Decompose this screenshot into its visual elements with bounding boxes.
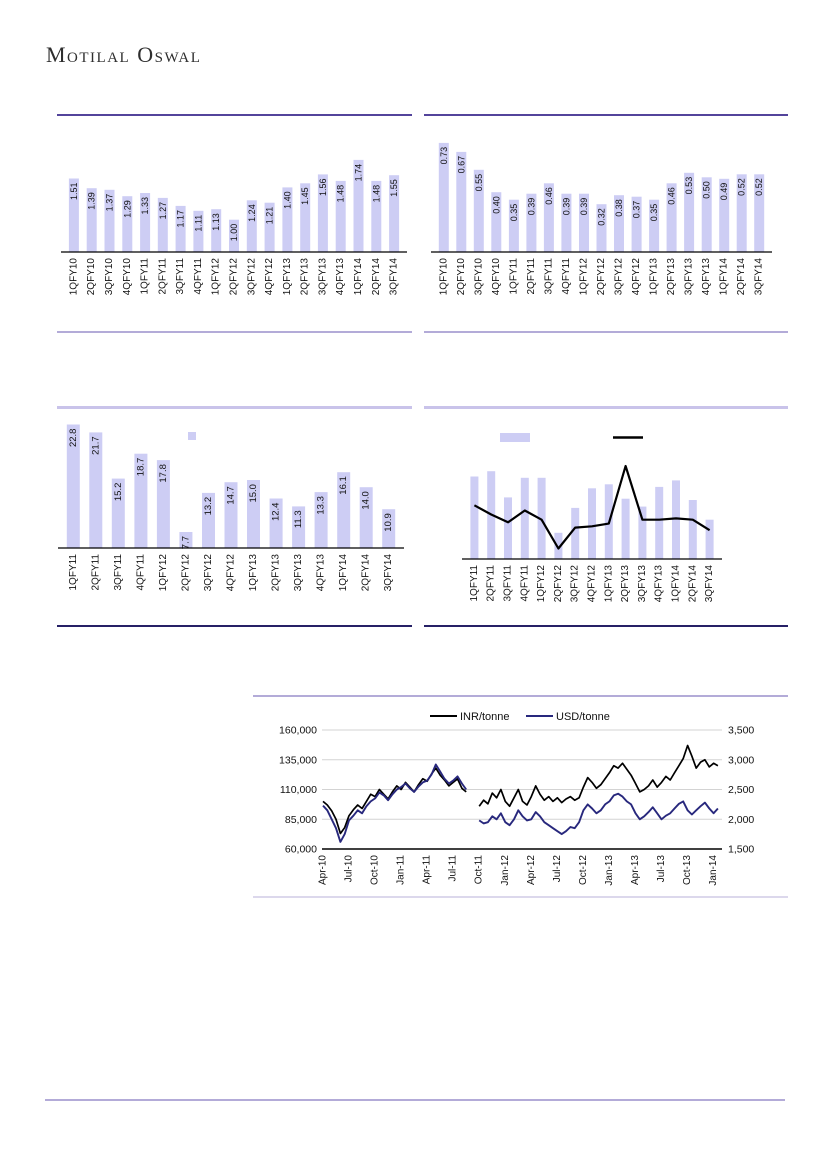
svg-text:3,500: 3,500 bbox=[728, 724, 755, 737]
svg-text:1.27: 1.27 bbox=[157, 201, 168, 220]
svg-text:3QFY13: 3QFY13 bbox=[317, 258, 329, 296]
svg-text:0.39: 0.39 bbox=[561, 197, 572, 216]
svg-text:1.40: 1.40 bbox=[282, 191, 293, 209]
svg-text:1QFY13: 1QFY13 bbox=[603, 565, 615, 603]
svg-text:3QFY10: 3QFY10 bbox=[473, 258, 485, 296]
svg-text:4QFY13: 4QFY13 bbox=[335, 258, 347, 296]
chart-quarterly-bar-1 bbox=[57, 114, 412, 333]
svg-text:2QFY13: 2QFY13 bbox=[620, 565, 632, 603]
svg-text:Jan-11: Jan-11 bbox=[395, 855, 407, 885]
svg-text:1.55: 1.55 bbox=[389, 179, 400, 197]
svg-text:14.7: 14.7 bbox=[225, 486, 237, 505]
svg-text:2QFY14: 2QFY14 bbox=[736, 258, 748, 296]
svg-text:2QFY12: 2QFY12 bbox=[180, 554, 192, 592]
svg-text:0.35: 0.35 bbox=[508, 203, 519, 222]
svg-text:3QFY12: 3QFY12 bbox=[202, 554, 214, 592]
svg-text:3QFY14: 3QFY14 bbox=[383, 554, 395, 592]
svg-text:0.55: 0.55 bbox=[473, 173, 484, 192]
svg-text:0.53: 0.53 bbox=[684, 176, 695, 195]
svg-text:2QFY13: 2QFY13 bbox=[270, 554, 282, 592]
svg-text:0.38: 0.38 bbox=[614, 199, 625, 217]
svg-text:4QFY11: 4QFY11 bbox=[135, 554, 147, 591]
svg-text:Jul-12: Jul-12 bbox=[551, 855, 563, 883]
chart-quarterly-bar-1-svg bbox=[57, 116, 412, 331]
svg-text:1.51: 1.51 bbox=[68, 182, 79, 201]
svg-text:3QFY11: 3QFY11 bbox=[543, 258, 555, 295]
svg-text:21.7: 21.7 bbox=[90, 436, 102, 455]
chart-price-per-tonne-svg bbox=[253, 697, 788, 896]
svg-text:13.2: 13.2 bbox=[202, 496, 214, 516]
svg-text:15.2: 15.2 bbox=[112, 482, 124, 502]
svg-text:0.40: 0.40 bbox=[491, 196, 502, 214]
svg-text:4QFY12: 4QFY12 bbox=[586, 565, 598, 603]
svg-text:0.32: 0.32 bbox=[596, 208, 607, 226]
svg-text:1.39: 1.39 bbox=[86, 192, 97, 210]
svg-text:1.24: 1.24 bbox=[246, 204, 257, 222]
svg-text:Apr-13: Apr-13 bbox=[629, 855, 641, 886]
svg-text:4QFY12: 4QFY12 bbox=[631, 258, 643, 296]
svg-text:1QFY10: 1QFY10 bbox=[438, 258, 450, 296]
chart-quarterly-bar-2 bbox=[424, 114, 788, 333]
chart-quarterly-bar-3 bbox=[57, 406, 412, 627]
svg-text:2QFY14: 2QFY14 bbox=[370, 258, 382, 296]
svg-text:Apr-10: Apr-10 bbox=[317, 855, 329, 886]
svg-text:1.56: 1.56 bbox=[317, 178, 328, 196]
svg-text:1.13: 1.13 bbox=[211, 213, 222, 231]
svg-text:16.1: 16.1 bbox=[338, 476, 350, 495]
svg-text:2,500: 2,500 bbox=[728, 784, 755, 796]
svg-text:13.3: 13.3 bbox=[315, 496, 327, 515]
svg-text:135,000: 135,000 bbox=[279, 754, 317, 767]
svg-text:3QFY13: 3QFY13 bbox=[636, 565, 648, 603]
svg-text:4QFY10: 4QFY10 bbox=[490, 258, 502, 296]
svg-text:3QFY12: 3QFY12 bbox=[569, 565, 581, 603]
svg-text:3QFY13: 3QFY13 bbox=[683, 258, 695, 296]
svg-text:1QFY12: 1QFY12 bbox=[157, 554, 169, 592]
svg-text:3QFY12: 3QFY12 bbox=[246, 258, 258, 296]
svg-text:Jul-13: Jul-13 bbox=[656, 855, 668, 883]
svg-text:3,000: 3,000 bbox=[728, 754, 755, 767]
svg-text:2QFY11: 2QFY11 bbox=[157, 258, 169, 295]
svg-text:1QFY11: 1QFY11 bbox=[67, 554, 79, 591]
svg-text:4QFY12: 4QFY12 bbox=[264, 258, 276, 296]
svg-text:1QFY12: 1QFY12 bbox=[536, 565, 548, 603]
svg-text:3QFY14: 3QFY14 bbox=[704, 565, 716, 603]
svg-text:0.46: 0.46 bbox=[666, 187, 677, 205]
svg-text:Jan-13: Jan-13 bbox=[603, 855, 615, 886]
svg-text:1QFY14: 1QFY14 bbox=[338, 554, 350, 592]
svg-text:0.73: 0.73 bbox=[438, 146, 449, 165]
chart-quarterly-bar-line-combo-svg bbox=[424, 409, 788, 625]
svg-text:0.67: 0.67 bbox=[456, 155, 467, 174]
svg-text:110,000: 110,000 bbox=[279, 784, 317, 796]
svg-text:1QFY12: 1QFY12 bbox=[210, 258, 222, 296]
svg-text:7.7: 7.7 bbox=[180, 535, 192, 550]
svg-text:0.35: 0.35 bbox=[649, 203, 660, 222]
svg-text:85,000: 85,000 bbox=[284, 813, 317, 826]
svg-text:Apr-11: Apr-11 bbox=[421, 855, 433, 885]
svg-text:Apr-12: Apr-12 bbox=[525, 855, 537, 886]
chart-quarterly-bar-3-svg bbox=[57, 409, 412, 625]
svg-text:1.45: 1.45 bbox=[300, 187, 311, 205]
svg-text:1.74: 1.74 bbox=[353, 163, 364, 182]
svg-text:1.33: 1.33 bbox=[140, 197, 151, 215]
svg-text:1,500: 1,500 bbox=[728, 843, 755, 856]
svg-text:Oct-11: Oct-11 bbox=[473, 855, 485, 885]
svg-text:4QFY11: 4QFY11 bbox=[192, 258, 204, 295]
svg-text:22.8: 22.8 bbox=[67, 428, 79, 448]
svg-text:2QFY13: 2QFY13 bbox=[299, 258, 311, 296]
svg-text:2QFY14: 2QFY14 bbox=[687, 565, 699, 603]
svg-text:2QFY12: 2QFY12 bbox=[228, 258, 240, 296]
svg-text:Oct-10: Oct-10 bbox=[369, 855, 381, 886]
footer-divider bbox=[45, 1099, 785, 1101]
svg-text:1QFY13: 1QFY13 bbox=[648, 258, 660, 296]
svg-text:4QFY12: 4QFY12 bbox=[225, 554, 237, 592]
svg-text:1QFY10: 1QFY10 bbox=[68, 258, 80, 296]
chart-quarterly-bar-2-svg bbox=[424, 116, 788, 331]
svg-text:Jul-10: Jul-10 bbox=[343, 855, 355, 883]
svg-text:14.0: 14.0 bbox=[360, 491, 372, 510]
svg-text:0.49: 0.49 bbox=[719, 182, 730, 201]
chart-price-per-tonne bbox=[253, 695, 788, 898]
svg-text:4QFY11: 4QFY11 bbox=[519, 565, 531, 602]
svg-text:3QFY11: 3QFY11 bbox=[502, 565, 514, 602]
svg-text:1.11: 1.11 bbox=[193, 214, 204, 232]
svg-text:Oct-13: Oct-13 bbox=[682, 855, 694, 886]
svg-text:10.9: 10.9 bbox=[383, 513, 395, 532]
svg-text:4QFY13: 4QFY13 bbox=[315, 554, 327, 592]
svg-text:USD/tonne: USD/tonne bbox=[556, 711, 610, 723]
svg-text:1.21: 1.21 bbox=[264, 206, 275, 225]
svg-text:3QFY11: 3QFY11 bbox=[112, 554, 124, 591]
svg-text:3QFY10: 3QFY10 bbox=[103, 258, 115, 296]
svg-text:2QFY10: 2QFY10 bbox=[455, 258, 467, 296]
svg-text:0.50: 0.50 bbox=[701, 181, 712, 199]
svg-text:INR/tonne: INR/tonne bbox=[460, 711, 510, 723]
svg-text:2QFY11: 2QFY11 bbox=[525, 258, 537, 295]
svg-text:18.7: 18.7 bbox=[135, 457, 147, 477]
svg-text:0.52: 0.52 bbox=[754, 178, 765, 196]
svg-text:11.3: 11.3 bbox=[293, 510, 305, 529]
svg-text:1QFY13: 1QFY13 bbox=[281, 258, 293, 296]
svg-text:4QFY13: 4QFY13 bbox=[653, 565, 665, 603]
svg-text:2QFY11: 2QFY11 bbox=[90, 554, 102, 591]
svg-text:1.00: 1.00 bbox=[229, 223, 239, 242]
svg-text:1QFY11: 1QFY11 bbox=[508, 258, 520, 295]
svg-text:1.17: 1.17 bbox=[175, 209, 186, 228]
svg-text:Jul-11: Jul-11 bbox=[447, 855, 459, 882]
svg-text:60,000: 60,000 bbox=[284, 843, 317, 856]
svg-text:1QFY14: 1QFY14 bbox=[353, 258, 365, 296]
svg-text:1.48: 1.48 bbox=[335, 184, 346, 203]
svg-text:2QFY14: 2QFY14 bbox=[360, 554, 372, 592]
svg-text:2QFY10: 2QFY10 bbox=[86, 258, 98, 296]
svg-text:15.0: 15.0 bbox=[248, 484, 260, 503]
svg-text:Jan-14: Jan-14 bbox=[708, 855, 720, 886]
svg-text:1.48: 1.48 bbox=[371, 184, 382, 203]
svg-text:3QFY14: 3QFY14 bbox=[753, 258, 765, 296]
svg-text:17.8: 17.8 bbox=[157, 464, 169, 483]
chart-quarterly-bar-line-combo bbox=[424, 406, 788, 627]
svg-text:1QFY14: 1QFY14 bbox=[718, 258, 730, 296]
svg-text:0.39: 0.39 bbox=[526, 197, 537, 216]
svg-text:2QFY13: 2QFY13 bbox=[666, 258, 678, 296]
svg-text:Oct-12: Oct-12 bbox=[577, 855, 589, 886]
svg-text:3QFY12: 3QFY12 bbox=[613, 258, 625, 296]
svg-text:0.37: 0.37 bbox=[631, 200, 642, 219]
svg-text:0.52: 0.52 bbox=[736, 178, 747, 196]
svg-text:1QFY11: 1QFY11 bbox=[468, 565, 480, 602]
svg-text:0.39: 0.39 bbox=[578, 197, 589, 216]
svg-text:160,000: 160,000 bbox=[279, 724, 317, 737]
svg-text:1.29: 1.29 bbox=[122, 200, 133, 218]
svg-text:12.4: 12.4 bbox=[270, 502, 282, 522]
svg-text:1QFY12: 1QFY12 bbox=[578, 258, 590, 296]
svg-text:3QFY13: 3QFY13 bbox=[293, 554, 305, 592]
svg-text:2,000: 2,000 bbox=[728, 813, 755, 826]
svg-text:0.46: 0.46 bbox=[543, 187, 554, 205]
svg-text:1QFY14: 1QFY14 bbox=[670, 565, 682, 603]
svg-text:3QFY14: 3QFY14 bbox=[388, 258, 400, 296]
svg-text:4QFY11: 4QFY11 bbox=[560, 258, 572, 295]
svg-text:2QFY12: 2QFY12 bbox=[596, 258, 607, 296]
svg-text:4QFY10: 4QFY10 bbox=[121, 258, 133, 296]
svg-text:3QFY11: 3QFY11 bbox=[175, 258, 187, 295]
motilal-oswal-logo: Motilal Oswal bbox=[46, 42, 202, 67]
svg-text:1.37: 1.37 bbox=[104, 193, 115, 212]
svg-text:2QFY12: 2QFY12 bbox=[552, 565, 564, 603]
svg-text:2QFY11: 2QFY11 bbox=[485, 565, 497, 602]
svg-text:Jan-12: Jan-12 bbox=[499, 855, 511, 886]
svg-text:4QFY13: 4QFY13 bbox=[701, 258, 713, 296]
svg-text:1QFY11: 1QFY11 bbox=[139, 258, 151, 295]
svg-text:1QFY13: 1QFY13 bbox=[248, 554, 260, 592]
